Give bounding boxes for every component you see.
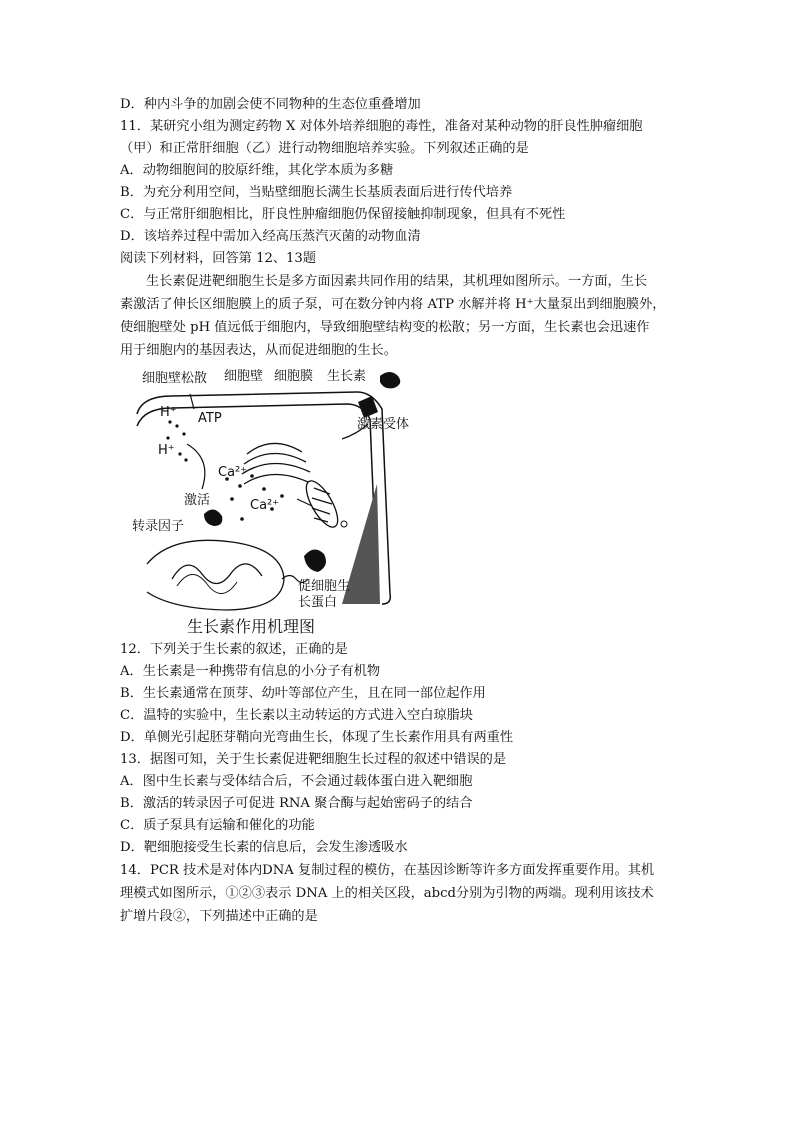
reading-instruction: 阅读下列材料，回答第 12、13题 xyxy=(120,251,317,266)
auxin-mechanism-figure xyxy=(132,364,502,644)
q11-stem-line1: 11．某研究小组为测定药物 X 对体外培养细胞的毒性，准备对某种动物的肝良性肿瘤细胞 xyxy=(120,119,643,134)
q11-option-c: C．与正常肝细胞相比，肝良性肿瘤细胞仍保留接触抑制现象，但具有不死性 xyxy=(120,207,566,222)
label-ca1: Ca²⁺ xyxy=(218,465,248,480)
passage-line1: 生长素促进靶细胞生长是多方面因素共同作用的结果，其机理如图所示。一方面，生长 xyxy=(146,274,648,289)
label-ca2: Ca²⁺ xyxy=(250,498,280,513)
golgi-apparatus xyxy=(242,443,310,484)
q12-option-d: D．单侧光引起胚芽鞘向光弯曲生长，体现了生长素作用具有两重性 xyxy=(120,730,514,745)
q12-option-c: C．温特的实验中，生长素以主动转运的方式进入空白琼脂块 xyxy=(120,708,473,723)
q13-stem: 13．据图可知，关于生长素促进靶细胞生长过程的叙述中错误的是 xyxy=(120,752,507,767)
dna-strand xyxy=(172,564,262,584)
cell-membrane xyxy=(137,404,377,589)
label-wall-loose: 细胞壁松散 xyxy=(142,371,208,386)
q13-option-d: D．靶细胞接受生长素的信息后，会发生渗透吸水 xyxy=(120,840,408,855)
label-tf: 转录因子 xyxy=(132,519,185,534)
transcription-factor-icon xyxy=(204,509,222,526)
q14-stem-line1: 14．PCR 技术是对体内DNA 复制过程的模仿，在基因诊断等许多方面发挥重要作用。其机 xyxy=(120,863,655,878)
nucleus xyxy=(147,540,284,610)
q13-option-c: C．质子泵具有运输和催化的功能 xyxy=(120,818,315,833)
label-auxin: 生长素 xyxy=(327,369,367,384)
label-activate: 激活 xyxy=(184,493,211,508)
q10-option-d: D．种内斗争的加剧会使不同物种的生态位重叠增加 xyxy=(120,97,421,112)
q11-option-b: B．为充分利用空间，当贴壁细胞长满生长基质表面后进行传代培养 xyxy=(120,185,513,200)
q11-stem-line2: （甲）和正常肝细胞（乙）进行动物细胞培养实验。下列叙述正确的是 xyxy=(120,141,529,156)
q12-option-a: A．生长素是一种携带有信息的小分子有机物 xyxy=(120,664,381,679)
q13-option-b: B．激活的转录因子可促进 RNA 聚合酶与起始密码子的结合 xyxy=(120,796,473,811)
figure-caption: 生长素作用机理图 xyxy=(187,617,316,636)
q12-option-b: B．生长素通常在顶芽、幼叶等部位产生，且在同一部位起作用 xyxy=(120,686,486,701)
q11-option-a: A．动物细胞间的胶原纤维，其化学本质为多糖 xyxy=(120,163,394,178)
vesicle xyxy=(341,521,347,527)
passage-line4: 用于细胞内的基因表达，从而促进细胞的生长。 xyxy=(120,343,397,358)
label-receptor: 激素受体 xyxy=(357,417,410,432)
q12-stem: 12．下列关于生长素的叙述，正确的是 xyxy=(120,642,348,657)
passage-line3: 使细胞壁处 pH 值远低于细胞内，导致细胞壁结构变的松散；另一方面，生长素也会迅速作 xyxy=(120,320,650,335)
passage-line2: 素激活了伸长区细胞膜上的质子泵，可在数分钟内将 ATP 水解并将 H⁺大量泵出到细胞膜外， xyxy=(120,297,666,312)
label-membrane: 细胞膜 xyxy=(274,369,314,384)
label-h1: H⁺ xyxy=(160,405,177,420)
label-wall: 细胞壁 xyxy=(224,369,264,384)
label-atp: ATP xyxy=(198,411,222,426)
auxin-molecule xyxy=(380,372,400,388)
q11-option-d: D．该培养过程中需加入经高压蒸汽灭菌的动物血清 xyxy=(120,229,421,244)
q13-option-a: A．图中生长素与受体结合后，不会通过载体蛋白进入靶细胞 xyxy=(120,774,473,789)
growth-protein-icon xyxy=(304,549,326,572)
label-protein2: 长蛋白 xyxy=(298,595,338,610)
label-protein1: 促细胞生 xyxy=(298,579,351,594)
label-h2: H⁺ xyxy=(158,443,175,458)
q14-stem-line3: 扩增片段②，下列描述中正确的是 xyxy=(120,909,318,924)
q14-stem-line2: 理模式如图所示，①②③表示 DNA 上的相关区段，abcd分别为引物的两端。现利用该技术 xyxy=(120,886,654,901)
